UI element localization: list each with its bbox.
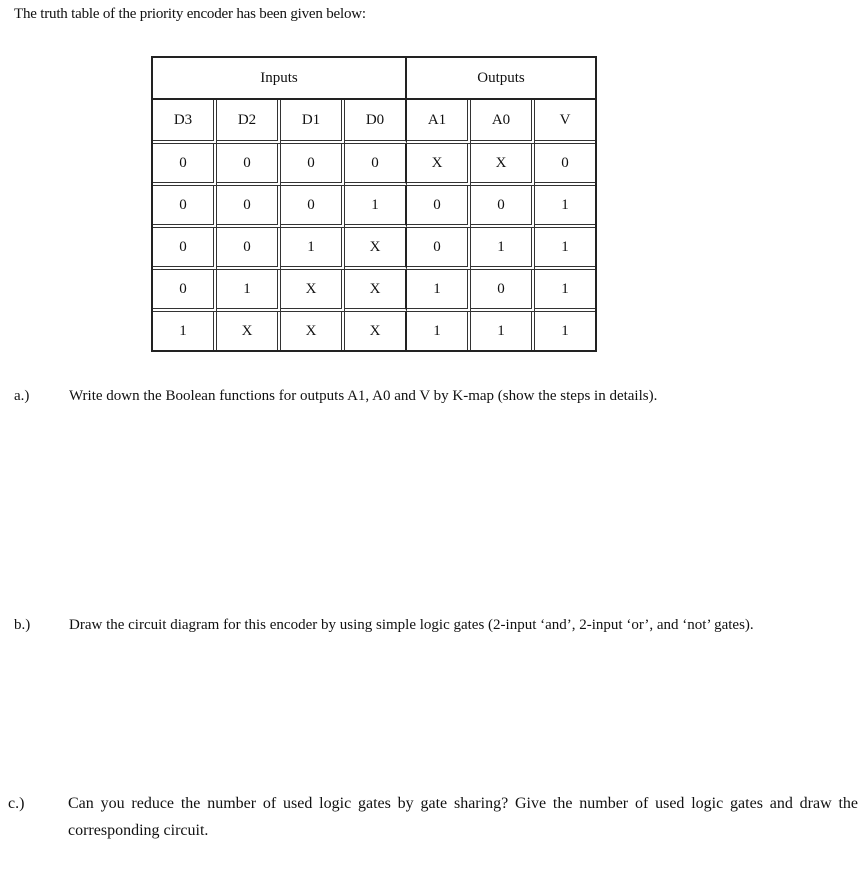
column-header-row	[153, 100, 595, 144]
column-header: A0	[471, 100, 535, 144]
table-cell: 0	[217, 228, 281, 270]
table-cell: 0	[407, 228, 471, 270]
column-header: D0	[345, 100, 407, 144]
table-cell: 0	[217, 186, 281, 228]
table-cell: 0	[281, 186, 345, 228]
truth-table	[151, 56, 597, 352]
table-cell: X	[345, 312, 407, 350]
table-cell: 0	[153, 186, 217, 228]
table-cell: 1	[561, 322, 569, 339]
outputs-group-header: Outputs	[407, 58, 595, 100]
inputs-group-header: Inputs	[153, 58, 407, 100]
table-cell: 0	[281, 144, 345, 186]
table-cell: 1	[535, 186, 595, 228]
table-cell: 1	[471, 228, 535, 270]
table-cell: 0	[345, 144, 407, 186]
table-cell: 0	[217, 144, 281, 186]
table-row	[153, 312, 595, 350]
question-label: b.)	[14, 617, 31, 633]
table-cell: X	[281, 312, 345, 350]
table-cell: X	[217, 312, 281, 350]
table-cell: 1	[535, 228, 595, 270]
intro-text: The truth table of the priority encoder has been given below:	[14, 6, 366, 22]
column-header: D2	[217, 100, 281, 144]
column-header: D3	[153, 100, 217, 144]
table-row	[153, 144, 595, 186]
table-cell: 0	[535, 144, 595, 186]
table-cell: 0	[153, 228, 217, 270]
table-cell: X	[345, 270, 407, 312]
table-cell: 0	[471, 186, 535, 228]
table-row	[153, 270, 595, 312]
table-cell: 0	[471, 270, 535, 312]
question-text: Write down the Boolean functions for outputs A1, A0 and V by K-map (show the steps in details).	[69, 388, 658, 404]
table-cell: 1	[471, 312, 535, 350]
table-cell: 1	[217, 270, 281, 312]
table-cell: 1	[407, 270, 471, 312]
table-cell: 1	[535, 270, 595, 312]
column-header: V	[535, 100, 595, 144]
table-cell: 0	[407, 186, 471, 228]
table-cell: 1	[153, 312, 217, 350]
question-label: a.)	[14, 388, 30, 404]
question-text: Can you reduce the number of used logic gates by gate sharing? Give the number of used logic gates and draw the corresponding circuit.	[68, 795, 858, 839]
table-cell: 1	[407, 312, 471, 350]
table-cell: X	[345, 228, 407, 270]
column-header: A1	[407, 100, 471, 144]
table-cell: X	[407, 144, 471, 186]
table-cell: 1	[281, 228, 345, 270]
table-cell: X	[471, 144, 535, 186]
table-cell: 0	[153, 270, 217, 312]
question-label: c.)	[8, 795, 25, 812]
table-row	[153, 186, 595, 228]
column-header: D1	[281, 100, 345, 144]
table-row	[153, 228, 595, 270]
table-cell: X	[281, 270, 345, 312]
table-cell: 0	[153, 144, 217, 186]
table-cell: 1	[345, 186, 407, 228]
question-text: Draw the circuit diagram for this encoder by using simple logic gates (2-input ‘and’, 2-input ‘or’, and ‘not’ gates).	[69, 617, 754, 633]
